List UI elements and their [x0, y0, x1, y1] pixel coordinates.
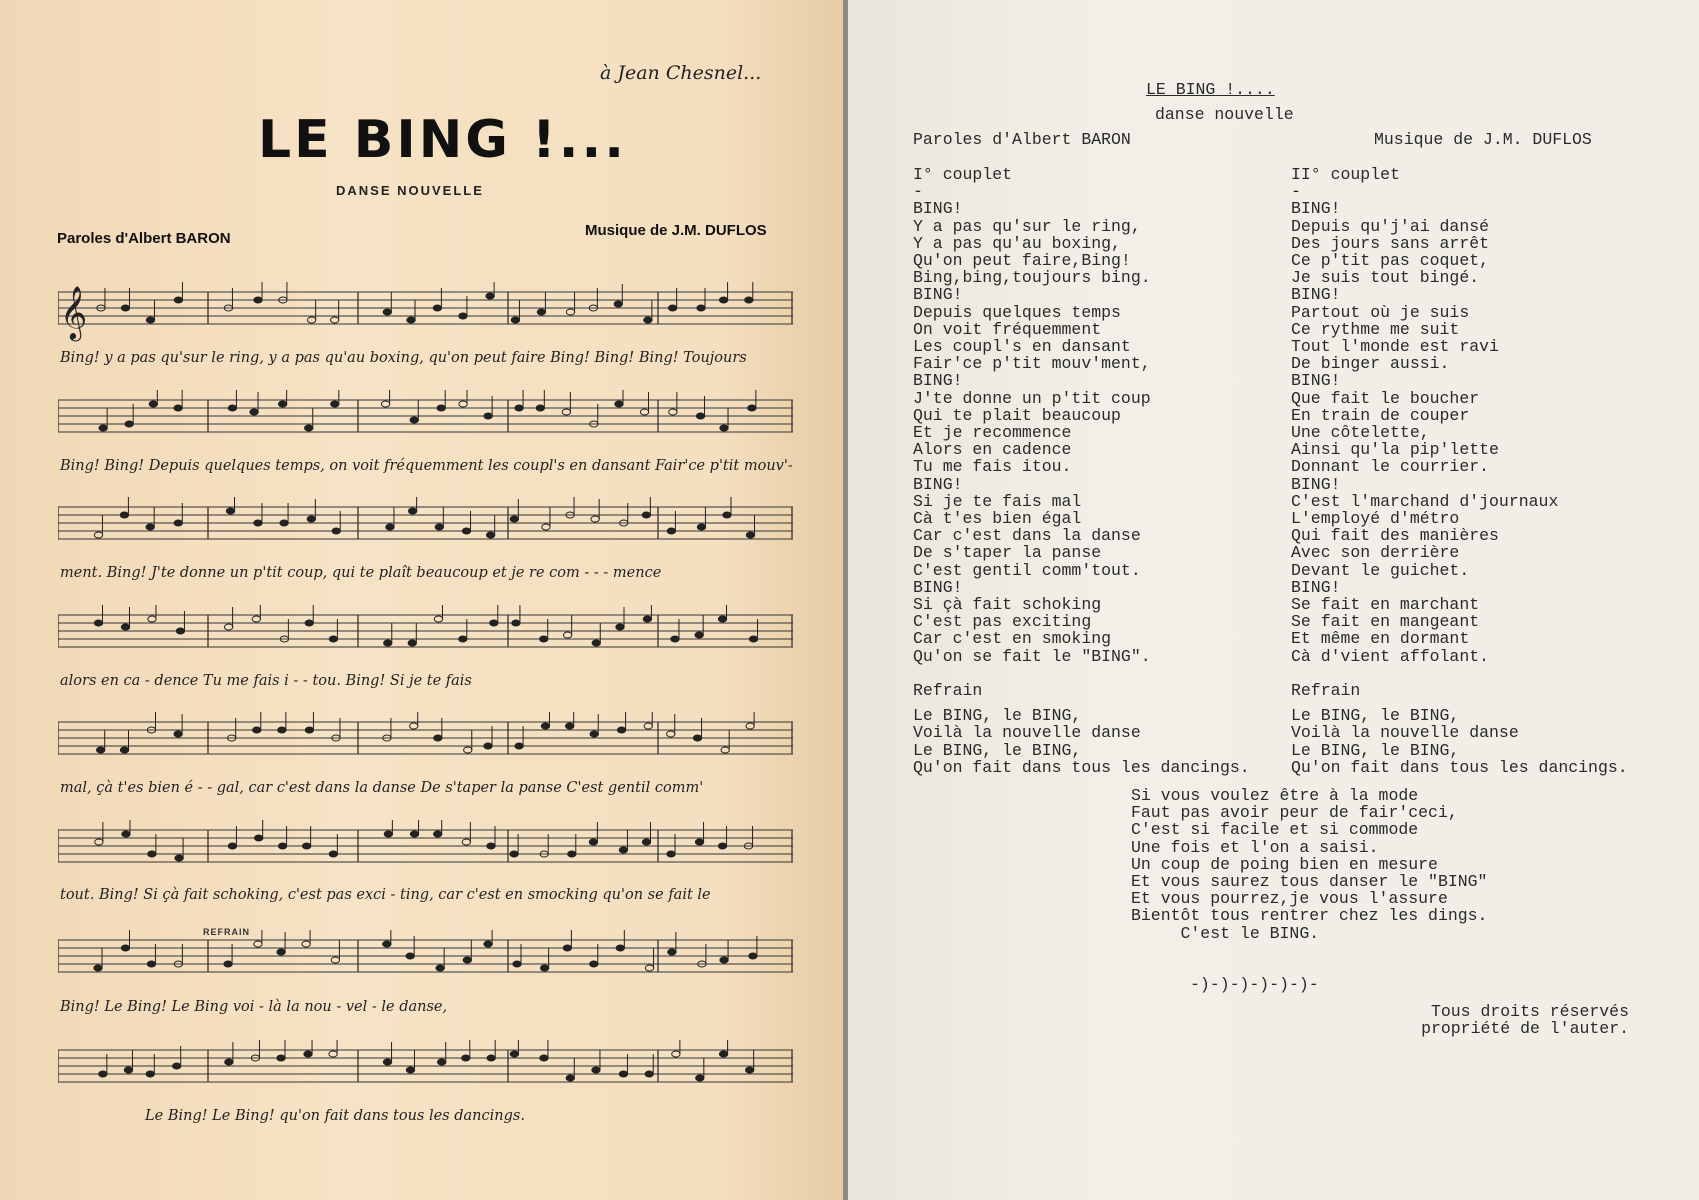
sheet-music-page	[0, 0, 843, 1200]
music-staff	[58, 1040, 793, 1100]
lyric-line: Car c'est dans la danse	[913, 526, 1141, 546]
lyric-line: Cà t'es bien égal	[913, 509, 1082, 529]
lyric-line: BING!	[1291, 285, 1341, 305]
svg-text:𝄞: 𝄞	[60, 285, 88, 339]
refrain-heading: Refrain	[1291, 680, 1361, 700]
lyric-line: BING!	[1291, 199, 1341, 219]
lyricist-credit: Paroles d'Albert BARON	[57, 230, 231, 247]
music-staff	[58, 605, 793, 665]
lyric-line: Le BING, le BING,	[913, 740, 1082, 760]
lyric-line: Qui fait des manières	[1291, 526, 1499, 546]
music-staff	[58, 497, 793, 557]
lyric-line: Qu'on se fait le "BING".	[913, 646, 1151, 666]
couplet-2-heading: II° couplet	[1291, 165, 1400, 184]
typed-lyricist: Paroles d'Albert BARON	[913, 130, 1131, 149]
lyric-line: BING!	[1291, 371, 1341, 391]
lyric-line: Depuis quelques temps	[913, 302, 1121, 322]
final-verse	[1131, 787, 1487, 942]
music-staff	[58, 282, 793, 342]
lyric-line: Tu me fais itou.	[913, 457, 1072, 477]
lyric-line: Partout où je suis	[1291, 302, 1470, 322]
lyric-line: Et vous saurez tous danser le "BING"	[1131, 872, 1488, 892]
typed-lyrics-page	[848, 0, 1699, 1200]
lyric-line: Le BING, le BING,	[1291, 706, 1460, 726]
lyric-line: Cà d'vient affolant.	[1291, 646, 1490, 666]
music-staff	[58, 712, 793, 772]
typed-title: LE BING !....	[1146, 80, 1275, 99]
lyric-line: Avec son derrière	[1291, 543, 1460, 563]
lyric-line: Si je te fais mal	[913, 491, 1082, 511]
lyric-line: Donnant le courrier.	[1291, 457, 1490, 477]
lyric-line: Qu'on fait dans tous les dancings.	[1291, 757, 1628, 777]
lyric-line: Et je recommence	[913, 423, 1072, 443]
lyric-line: BING!	[913, 199, 963, 219]
lyric-line: Une fois et l'on a saisi.	[1131, 837, 1379, 857]
lyric-line: Bing,bing,toujours bing.	[913, 268, 1151, 288]
dedication: à Jean Chesnel...	[600, 62, 762, 84]
lyric-line: Ainsi qu'la pip'lette	[1291, 440, 1499, 460]
lyric-line: Qu'on fait dans tous les dancings.	[913, 757, 1250, 777]
lyric-line: C'est l'marchand d'journaux	[1291, 491, 1559, 511]
lyric-line: BING!	[913, 285, 963, 305]
lyric-line: Fair'ce p'tit mouv'ment,	[913, 354, 1151, 374]
lyric-line: BING!	[1291, 474, 1341, 494]
lyric-line: Que fait le boucher	[1291, 388, 1480, 408]
lyric-line: Bing! y a pas qu'sur le ring, y a pas qu'au boxing, qu'on peut faire Bing! Bing! Bing! Toujours	[60, 350, 747, 366]
rights-line: propriété de l'auter.	[1421, 1019, 1629, 1039]
typed-subtitle: danse nouvelle	[1155, 105, 1294, 124]
lyric-line: De binger aussi.	[1291, 354, 1450, 374]
end-mark: -)-)-)-)-)-)-	[1190, 975, 1319, 994]
lyric-line: C'est pas exciting	[913, 612, 1092, 632]
lyric-line: Si vous voulez être à la mode	[1131, 786, 1419, 805]
lyric-line: ment. Bing! J'te donne un p'tit coup, qui te plaît beaucoup et je re com - - - mence	[60, 565, 662, 581]
lyric-line: Tout l'monde est ravi	[1291, 337, 1499, 357]
lyric-line: BING!	[913, 371, 963, 391]
lyric-line: Devant le guichet.	[1291, 560, 1470, 580]
lyric-line: Voilà la nouvelle danse	[913, 723, 1141, 743]
lyric-line: Si çà fait schoking	[913, 595, 1102, 615]
lyric-line: C'est si facile et si commode	[1131, 820, 1419, 840]
lyric-line: Depuis qu'j'ai dansé	[1291, 216, 1490, 236]
lyric-line: Ce p'tit pas coquet,	[1291, 251, 1490, 271]
lyric-line: Des jours sans arrêt	[1291, 233, 1490, 253]
music-staff	[58, 820, 793, 880]
lyric-line: BING!	[1291, 577, 1341, 597]
lyric-line: alors en ca - dence Tu me fais i - - tou. Bing! Si je te fais	[60, 673, 472, 689]
lyric-line: Y a pas qu'au boxing,	[913, 233, 1121, 253]
composer-credit: Musique de J.M. DUFLOS	[585, 222, 767, 239]
lyric-line: Alors en cadence	[913, 440, 1072, 460]
lyric-line: Qu'on peut faire,Bing!	[913, 251, 1131, 271]
lyric-line: Le BING, le BING,	[913, 706, 1082, 726]
couplet-1-heading: I° couplet	[913, 165, 1013, 184]
music-staff	[58, 930, 793, 990]
lyric-line: -	[1291, 182, 1301, 202]
refrain-heading: Refrain	[913, 680, 983, 700]
typed-composer: Musique de J.M. DUFLOS	[1374, 130, 1592, 149]
lyric-line: Se fait en marchant	[1291, 595, 1480, 615]
lyric-line: Le BING, le BING,	[1291, 740, 1460, 760]
lyric-line: De s'taper la panse	[913, 543, 1102, 563]
lyric-line: Les coupl's en dansant	[913, 337, 1131, 357]
lyric-line: On voit fréquemment	[913, 319, 1102, 339]
lyric-line: Une côtelette,	[1291, 423, 1430, 443]
lyric-line: Qui te plait beaucoup	[913, 405, 1121, 425]
lyric-line: Faut pas avoir peur de fair'ceci,	[1131, 803, 1458, 823]
lyric-line: J'te donne un p'tit coup	[913, 388, 1151, 408]
lyric-line: C'est gentil comm'tout.	[913, 560, 1141, 580]
rights-line: Tous droits réservés	[1430, 1002, 1629, 1021]
lyric-line: -	[913, 182, 923, 202]
rights-notice	[1421, 1003, 1629, 1037]
lyric-line: BING!	[913, 474, 963, 494]
couplet-1	[913, 166, 1250, 776]
lyric-line: Bientôt tous rentrer chez les dings.	[1131, 906, 1488, 926]
lyric-line: Y a pas qu'sur le ring,	[913, 216, 1141, 236]
lyric-line: Car c'est en smoking	[913, 629, 1112, 649]
lyric-line: En train de couper	[1291, 405, 1470, 425]
refrain-marker: REFRAIN	[203, 927, 250, 937]
lyric-line: Voilà la nouvelle danse	[1291, 723, 1519, 743]
lyric-line: Bing! Le Bing! Le Bing voi - là la nou - vel - le danse,	[60, 999, 448, 1015]
couplet-2	[1291, 166, 1628, 776]
lyric-line: L'employé d'métro	[1291, 509, 1460, 529]
song-subtitle: DANSE NOUVELLE	[336, 183, 484, 198]
lyric-line: mal, çà t'es bien é - - gal, car c'est dans la danse De s'taper la panse C'est gentil comm'	[60, 780, 704, 796]
lyric-line: Un coup de poing bien en mesure	[1131, 854, 1438, 874]
lyric-line: Ce rythme me suit	[1291, 319, 1460, 339]
lyric-line: Le Bing! Le Bing! qu'on fait dans tous les dancings.	[145, 1108, 525, 1124]
lyric-line: tout. Bing! Si çà fait schoking, c'est pas exci - ting, car c'est en smocking qu'on se fait le	[60, 887, 711, 903]
lyric-line: BING!	[913, 577, 963, 597]
lyric-line: Se fait en mangeant	[1291, 612, 1480, 632]
lyric-line: Et vous pourrez,je vous l'assure	[1131, 889, 1448, 909]
music-staff	[58, 390, 793, 450]
lyric-line: C'est le BING.	[1131, 923, 1320, 943]
lyric-line: Je suis tout bingé.	[1291, 268, 1480, 288]
song-title: LE BING !...	[258, 110, 628, 170]
lyric-line: Bing! Bing! Depuis quelques temps, on voit fréquemment les coupl's en dansant Fair'ce p'tit mouv'-	[60, 458, 793, 474]
lyric-line: Et même en dormant	[1291, 629, 1470, 649]
